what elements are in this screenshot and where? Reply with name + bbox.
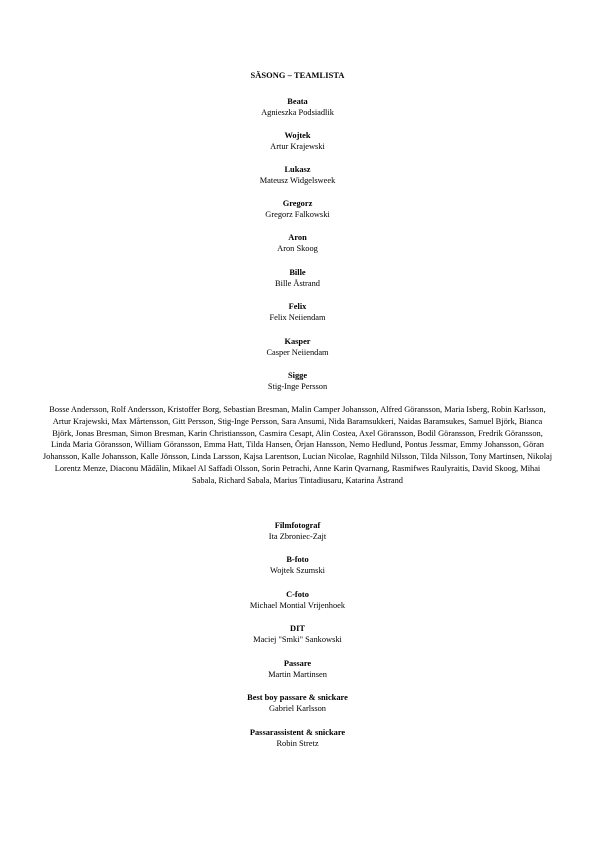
credit-name: Casper Neiiendam (266, 348, 329, 357)
credit-entry-c-foto (0, 589, 595, 611)
credit-role: Aron (288, 233, 307, 242)
credit-entry-aron (0, 232, 595, 254)
credit-role: Wojtek (284, 131, 311, 140)
credit-name: Robin Stretz (276, 739, 319, 748)
credit-role: Bille (289, 268, 306, 277)
credit-name: Gregorz Falkowski (265, 210, 330, 219)
credit-role: Gregorz (282, 199, 313, 208)
credit-role: Beata (287, 97, 308, 106)
credit-entry-gregorz (0, 198, 595, 220)
credit-name: Michael Montial Vrijenhoek (249, 601, 346, 610)
credit-entry-passare (0, 658, 595, 680)
credit-entry-filmfotograf (0, 520, 595, 542)
credit-role: Passarassistent & snickare (249, 728, 346, 737)
credit-entry-lukasz (0, 164, 595, 186)
credit-name: Gabriel Karlsson (269, 704, 326, 713)
additional-cast-list: Bosse Andersson, Rolf Andersson, Kristoffer Borg, Sebastian Bresman, Malin Camper Johansson, Alfred Göransson, Maria Isberg, Robin Karlsson, Artur Krajewski, Max Mårtensson, Gitt Persson, Stig-Inge Persson, Sara Ansumi, Nida Baramsukkeri, Naidas Baramsukes, Samuel Björk, Bianca Björk, Jonas Bresman, Simon Bresman, Karin Christiansson, Casmira Cesapt, Alin Costea, Axel Göransson, Bodil Göransson, Fredrik Göransson, Linda Maria Göransson, William Göransson, Emma Hatt, Tilda Hansen, Örjan Hansson, Nemo Hedlund, Pontus Jessmar, Emmy Johansson, Göran Johansson, Kalle Johansson, Kalle Jönsson, Linda Larsson, Kajsa Larentson, Lucian Nicolae, Ragnhild Nilsson, Tilda Nilsson, Tony Martinsen, Nikolaj Lorentz Menze, Diaconu Mădălin, Mikael Al Saffadi Olsson, Sorin Petrachi, Anne Karin Qvarnang, Rasmifwes Raulyraitis, David Skoog, Mihai Sabala, Richard Sabala, Marius Tintadiusaru, Katarina Åstrand (42, 405, 553, 485)
credit-name: Maciej "Smki" Sankowski (253, 635, 342, 644)
credit-role: Lukasz (284, 165, 311, 174)
credit-name: Martin Martinsen (268, 670, 327, 679)
credit-name: Aron Skoog (277, 244, 318, 253)
credit-entry-beata (0, 96, 595, 118)
credit-name: Agnieszka Podsiadlik (261, 108, 334, 117)
credit-entry-felix (0, 301, 595, 323)
credit-entry-best-boy-passare (0, 692, 595, 714)
credit-role: B-foto (286, 555, 309, 564)
credit-role: Kasper (284, 337, 311, 346)
credit-role: DIT (290, 624, 305, 633)
credit-entry-sigge (0, 370, 595, 392)
credit-entry-wojtek (0, 130, 595, 152)
credit-entry-kasper (0, 336, 595, 358)
credit-entry-passarassistent (0, 727, 595, 749)
credit-name: Bille Åstrand (275, 279, 320, 288)
credit-name: Stig-Inge Persson (267, 382, 328, 391)
credit-role: Passare (283, 659, 312, 668)
credit-name: Felix Neiiendam (269, 313, 326, 322)
credit-entry-b-foto (0, 554, 595, 576)
credit-role: Filmfotograf (274, 521, 321, 530)
credit-entry-dit (0, 623, 595, 645)
credit-role: Felix (288, 302, 307, 311)
credit-entry-bille (0, 267, 595, 289)
credit-role: Sigge (287, 371, 308, 380)
credit-role: C-foto (286, 590, 309, 599)
credit-name: Ita Zbroniec-Zajt (268, 532, 327, 541)
document-title: SÄSONG – TEAMLISTA (250, 71, 345, 80)
credit-role: Best boy passare & snickare (247, 693, 348, 702)
credit-name: Artur Krajewski (270, 142, 325, 151)
credit-name: Wojtek Szumski (270, 566, 325, 575)
credit-name: Mateusz Widgelsweek (259, 176, 336, 185)
